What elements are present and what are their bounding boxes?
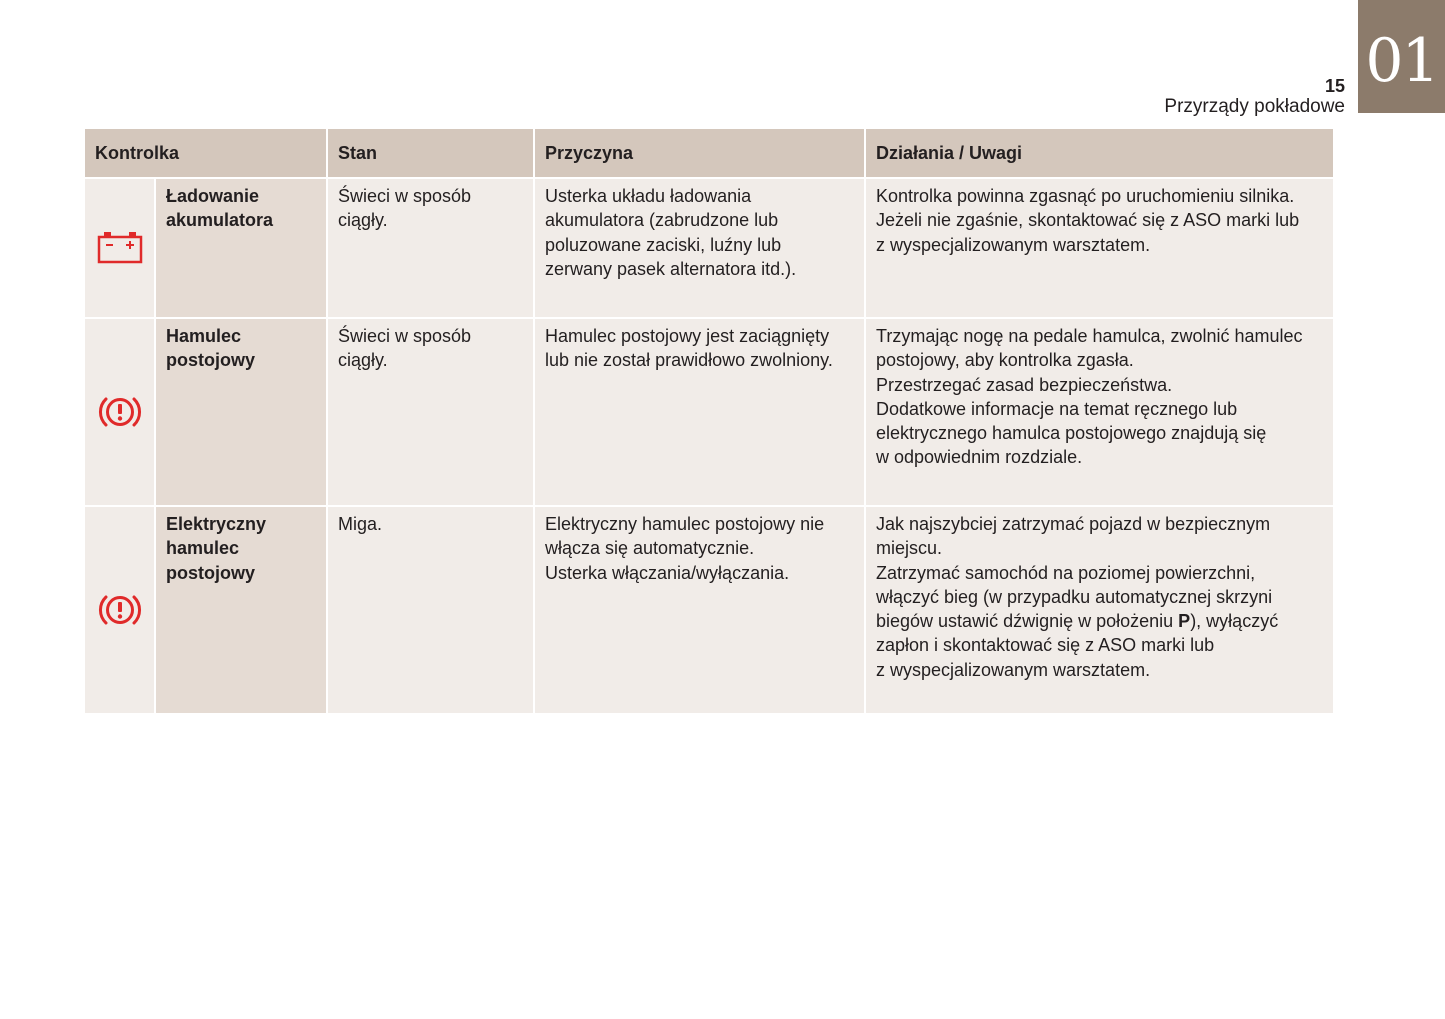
action-cell: Kontrolka powinna zgasnąć po uruchomieniu silnika. Jeżeli nie zgaśnie, skontaktować się z ASO marki lub z wyspecjalizowanym warsztatem. [866, 179, 1333, 317]
state-cell: Miga. [328, 507, 533, 713]
state-cell: Świeci w sposób ciągły. [328, 319, 533, 505]
indicator-icon-cell [85, 319, 154, 505]
column-header-dzialania: Działania / Uwagi [866, 129, 1333, 177]
indicator-name: Hamulec postojowy [156, 319, 326, 505]
action-cell: Jak najszybciej zatrzymać pojazd w bezpiecznym miejscu. Zatrzymać samochód na poziomej powierzchni, włączyć bieg (w przypadku automatycznej skrzyni biegów ustawić dźwignię w położeniu P), wyłączyć zapłon i skontaktować się z ASO marki lub z wyspecjalizowanym warsztatem. [866, 507, 1333, 713]
state-cell: Świeci w sposób ciągły. [328, 179, 533, 317]
column-header-kontrolka: Kontrolka [85, 129, 326, 177]
cause-cell: Hamulec postojowy jest zaciągnięty lub nie został prawidłowo zwolniony. [535, 319, 864, 505]
column-header-stan: Stan [328, 129, 533, 177]
table-row [85, 507, 1333, 713]
indicator-name: Elektryczny hamulec postojowy [156, 507, 326, 713]
indicator-icon-cell [85, 179, 154, 317]
chapter-tab: 01 [1358, 0, 1445, 113]
gear-position-p: P [1178, 611, 1191, 632]
indicator-name: Ładowanie akumulatora [156, 179, 326, 317]
page-number: 15 [1324, 76, 1345, 96]
indicator-icon-cell [85, 507, 154, 713]
table-row [85, 319, 1333, 505]
table-header-row [85, 129, 1333, 177]
table-row [85, 179, 1333, 317]
cause-cell: Usterka układu ładowania akumulatora (zabrudzone lub poluzowane zaciski, luźny lub zerwany pasek alternatora itd.). [535, 179, 864, 317]
indicator-table [83, 127, 1335, 715]
column-header-przyczyna: Przyczyna [535, 129, 864, 177]
action-cell: Trzymając nogę na pedale hamulca, zwolnić hamulec postojowy, aby kontrolka zgasła. Przestrzegać zasad bezpieczeństwa. Dodatkowe informacje na temat ręcznego lub elektrycznego hamulca postojowego znajdują się w odpowiednim rozdziale. [866, 319, 1333, 505]
section-title: Przyrządy pokładowe [1164, 96, 1345, 117]
cause-cell: Elektryczny hamulec postojowy nie włącza się automatycznie. Usterka włączania/wyłączania. [535, 507, 864, 713]
parking-brake-warning-icon [96, 392, 144, 432]
battery-charging-warning-icon [96, 231, 144, 265]
electric-parking-brake-warning-icon [96, 590, 144, 630]
